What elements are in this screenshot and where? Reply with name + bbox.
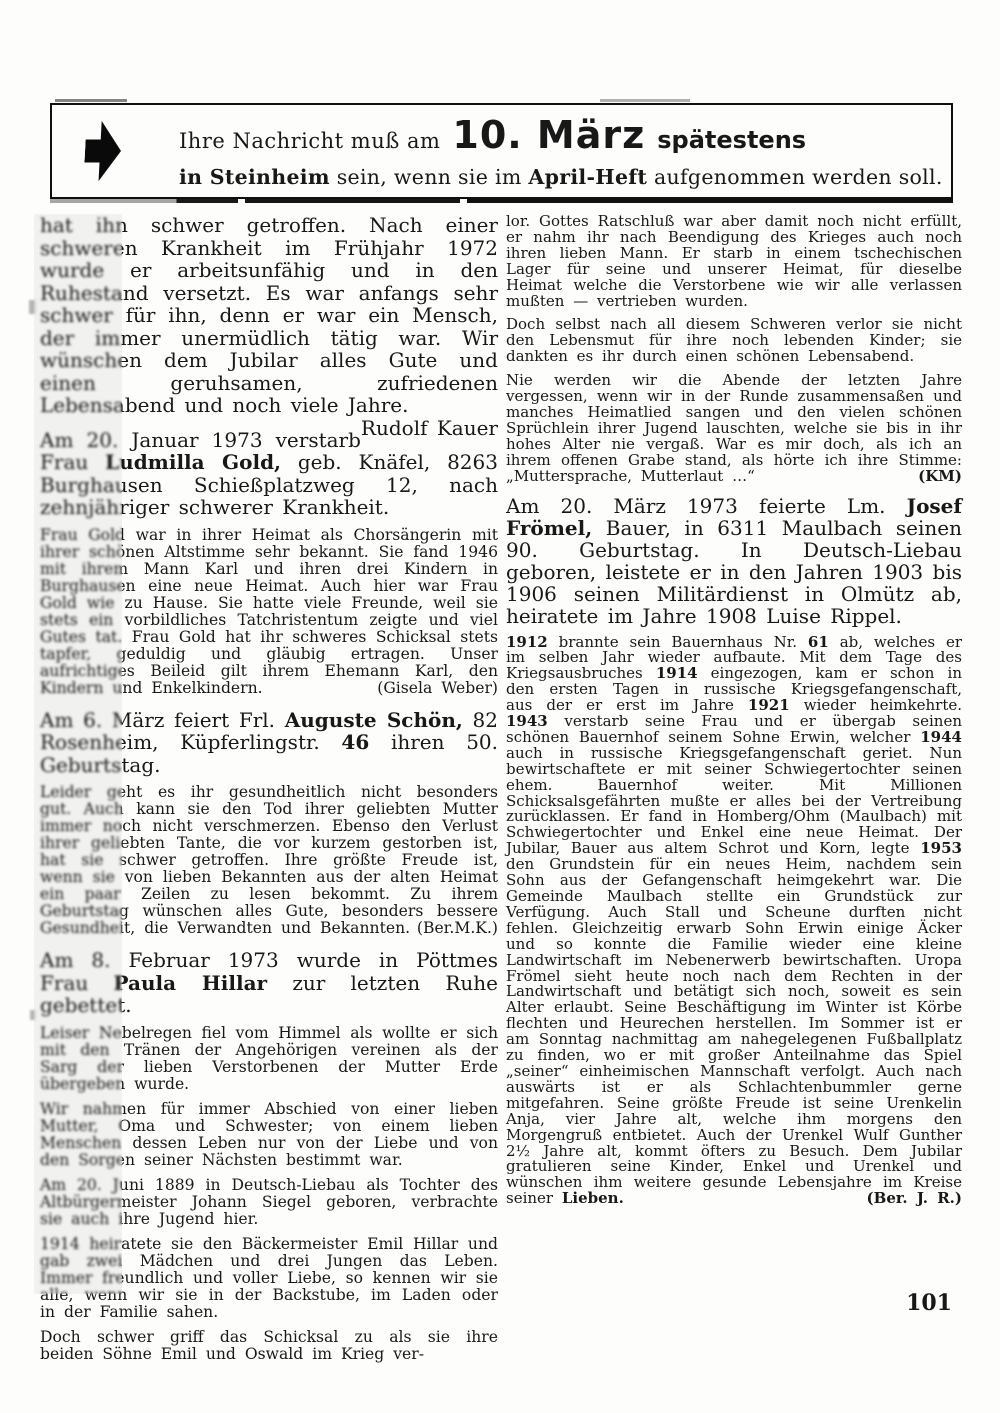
- scan-artifact-dash: [55, 99, 127, 102]
- bold-text: 1943: [506, 712, 548, 731]
- deadline-line1: [179, 113, 943, 157]
- bold-text: 46: [341, 730, 370, 754]
- text: Frau Gold war in ihrer Heimat als Chorsängerin mit ihrer schönen Altstimme sehr bekannt. Sie fand 1946 mit ihrem Mann Karl und ihren drei Kindern in Burghausen eine neue Heimat. Auch hier war Frau Gold wie zu Hause. Sie hatte viele Freunde, weil sie stets ein vorbildliches Tatchristentum zeigte und viel Gutes tat. Frau Gold hat ihr schweres Schicksal stets tapfer, geduldig und gläubig ertragen. Unser aufrichtiges Beileid gilt ihrem Ehemann Karl, den Kindern und Enkelkindern.: [40, 525, 498, 697]
- body-paragraph: [40, 1101, 498, 1169]
- entry-lead-paragraph: [40, 949, 498, 1017]
- body-paragraph: [40, 1025, 498, 1093]
- bold-text: Paula Hillar: [113, 970, 268, 995]
- scan-speck: [30, 1010, 35, 1020]
- entry-lead-paragraph: [40, 709, 498, 777]
- bold-text: April-Heft: [528, 165, 648, 189]
- text: brannte sein Bauernhaus Nr.: [547, 632, 808, 651]
- deadline-prefix: Ihre Nachricht muß am: [179, 129, 441, 153]
- body-paragraph: [506, 317, 962, 365]
- bold-text: Ludmilla Gold,: [105, 450, 282, 474]
- bold-text: 1953: [920, 839, 962, 858]
- text: Am 6. März feiert Frl.: [40, 707, 285, 732]
- text: sein, wenn sie im: [329, 165, 529, 189]
- page-number: 101: [906, 1290, 952, 1316]
- deadline-date: 10. März: [452, 113, 646, 157]
- deadline-notice-box: [50, 103, 953, 199]
- text: eingezogen, kam er schon in den ersten Tagen in russische Kriegsgefangenschaft, aus der er erst im Jahre: [506, 664, 962, 715]
- deadline-suffix: spätestens: [657, 126, 807, 154]
- text: zur letzten Ruhe gebettet.: [40, 970, 498, 1017]
- text: Am 20. März 1973 feierte Lm.: [506, 493, 907, 518]
- text: Doch schwer griff das Schicksal zu als sie ihre beiden Söhne Emil und Oswald im Krieg ver-: [40, 1327, 498, 1363]
- text: 1914 heiratete sie den Bäckermeister Emil Hillar und gab zwei Mädchen und drei Jungen das Leben. Immer freundlich und voller Liebe, so kennen wir sie alle, wenn wir sie in der Backstube, im Laden oder in der Familie sahen.: [40, 1234, 498, 1321]
- entry-lead-paragraph: [40, 213, 498, 440]
- signature: (Gisela Weber): [377, 678, 498, 697]
- text: Bauer, in 6311 Maulbach seinen 90. Geburtstag. In Deutsch-Liebau geboren, leistete er in den Jahren 1903 bis 1906 seinen Militärdienst in Olmütz ab, heiratete im Jahre 1908 Luise Rippel.: [506, 515, 962, 628]
- body-paragraph: [506, 632, 962, 1208]
- body-paragraph: [40, 1329, 498, 1363]
- bold-text: Josef Frömel,: [506, 493, 962, 540]
- text: Nie werden wir die Abende der letzten Jahre vergessen, wenn wir in der Runde zusammensaßen und manches Heimatlied sangen und den vielen schönen Sprüchlein ihrer Jugend lauschten, welche sie bis in ihr hohes Alter nie vergaß. War es mir doch, als ich an ihrem offenen Grabe stand, als hörte ich ihre Stimme: „Muttersprache, Mutterlaut …“: [506, 371, 962, 485]
- text: lor. Gottes Ratschluß war aber damit noch nicht erfüllt, er nahm ihr nach Beendigung des Krieges auch noch ihren lieben Mann. Er starb in einem tschechischen Lager für seine und unserer Heimat, für dieselbe Heimat welche die Verstorbene wie wir alle verlassen mußten — vertrieben wurden.: [506, 212, 962, 310]
- bold-text: 1921: [747, 696, 790, 715]
- signature: (Ber.M.K.): [416, 919, 498, 937]
- body-paragraph: [506, 214, 962, 309]
- text: wieder heimkehrte.: [789, 696, 962, 715]
- signature: Rudolf Kauer: [360, 415, 498, 440]
- body-paragraph: [40, 1177, 498, 1228]
- text: Leiser Nebelregen fiel vom Himmel als wollte er sich mit den Tränen der Angehörigen vereinen als der Sarg der lieben Verstorbenen der Mutter Erde übergeben wurde.: [40, 1023, 498, 1093]
- body-paragraph: [506, 373, 962, 484]
- body-paragraph: [40, 527, 498, 697]
- text: Am 20. Januar 1973 verstarb Frau: [40, 427, 361, 474]
- text: den Grundstein für ein neues Heim, nachdem sein Sohn aus der Gefangenschaft heimgekehrt war. Die Gemeinde Maulbach stellte ein Grundstück zur Verfügung. Auch Stall und Scheune durften nicht fehlen. Gleichzeitig erwarb Sohn Erwin einige Äcker und so konnte die Familie wieder eine kleine Landwirtschaft im Nebenerwerb bewirtschaften. Uropa Frömel sieht heute noch nach dem Rechten in der Landwirtschaft und betätigt sich noch, soweit es sein Alter erlaubt. Seine Beschäftigung im Winter ist Körbe flechten und Heurechen herstellen. Im Sommer ist er am Sonntag nachmittag am nahegelegenen Fußballplatz zu finden, wo er mit großer Anteilnahme das Spiel „seiner“ einheimischen Mannschaft verfolgt. Auch nach auswärts ist er als Schlachtenbummler gerne mitgefahren. Seine größte Freude ist seine Urenkelin Anja, vier Jahre alt, welche ihm morgens den Morgengruß entbietet. Auch der Urenkel Wulf Gunther 2½ Jahre alt, kommt öfters zu Besuch. Dem Jubilar gratulieren seine Kinder, Enkel und Urenkel und wünschen ihm weitere gesunde Lebensjahre im Kreise seiner: [506, 855, 962, 1208]
- text: Wir nahmen für immer Abschied von einer lieben Mutter, Oma und Schwester; von einem lieben Menschen dessen Leben nur von der Liebe und von den Sorgen seiner Nächsten bestimmt war.: [40, 1099, 498, 1169]
- text: aufgenommen werden soll.: [647, 165, 943, 189]
- entry-lead-paragraph: [40, 429, 498, 519]
- text: Leider geht es ihr gesundheitlich nicht besonders gut. Auch kann sie den Tod ihrer geliebten Mutter immer noch nicht verschmerzen. Ebenso den Verlust ihrer geliebten Tante, die vor kurzem gestorben ist, hat sie schwer getroffen. Ihre größte Freude ist, wenn sie von lieben Bekannten aus der alten Heimat ein paar Zeilen zu lesen bekommt. Zu ihrem Geburtstag wünschen alles Gute, besonders bessere Gesundheit, die Verwandten und Bekannten.: [40, 783, 498, 937]
- bold-text: in Steinheim: [179, 165, 330, 189]
- bold-text: 1914: [655, 664, 698, 683]
- scan-artifact-dash: [600, 99, 690, 102]
- text: verstarb seine Frau und er übergab seinen schönen Bauernhof seinem Sohne Erwin, welcher: [506, 712, 962, 746]
- text: Am 20. Juni 1889 in Deutsch-Liebau als Tochter des Altbürgermeister Johann Siegel geboren, verbrachte sie auch ihre Jugend hier.: [40, 1175, 498, 1228]
- entry-lead-paragraph: [506, 495, 962, 627]
- bold-text: Auguste Schön,: [284, 707, 463, 732]
- deadline-notice-text: [179, 113, 943, 189]
- text: ihren 50. Geburtstag.: [40, 730, 499, 777]
- text: ab, welches er im selben Jahr wieder aufbaute. Mit dem Tage des Kriegsausbruches: [506, 632, 962, 683]
- deadline-line2: [179, 165, 943, 189]
- bold-text: 61: [807, 632, 829, 651]
- text: hat ihn schwer getroffen. Nach einer schweren Krankheit im Frühjahr 1972 wurde er arbeitsunfähig und in den Ruhestand versetzt. Es war anfangs sehr schwer für ihn, denn er war ein Mensch, der immer unermüdlich tätig war. Wir wünschen dem Jubilar alles Gute und einen geruhsamen, zufriedenen Lebensabend und noch viele Jahre.: [40, 213, 498, 417]
- signature: (KM): [918, 466, 962, 485]
- scan-speck: [29, 300, 35, 314]
- body-paragraph: [40, 784, 498, 937]
- text: auch in russische Kriegsgefangenschaft geriet. Nun bewirtschaftete er mit seiner Schwiegertochter seinen ehem. Bauernhof weiter. Mit Millionen Schicksalsgefährten mußte er alles bei der Vertreibung zurücklassen. Er fand in Homberg/Ohm (Maulbach) mit Schwiegertochter und Enkel eine neue Heimat. Der Jubilar, Bauer aus altem Schrot und Korn, legte: [506, 743, 962, 858]
- bold-text: 1944: [920, 727, 962, 746]
- text: Am 8. Februar 1973 wurde in Pöttmes Frau: [40, 948, 498, 995]
- left-column: [40, 214, 498, 1371]
- right-arrow-icon: [83, 119, 122, 183]
- text: Doch selbst nach all diesem Schweren verlor sie nicht den Lebensmut für ihre noch lebenden Kinder; sie dankten es ihr durch einen schönen Lebensabend.: [506, 315, 962, 366]
- bold-text: Lieben.: [561, 1189, 624, 1208]
- text: geb. Knäfel, 8263 Burghausen Schießplatzweg 12, nach zehnjähriger schwerer Krankheit.: [40, 450, 498, 519]
- signature: (Ber. J. R.): [866, 1189, 962, 1208]
- bold-text: 1912: [506, 632, 548, 651]
- right-column: [506, 214, 962, 1215]
- text: 82 Rosenheim, Küpferlingstr.: [40, 707, 499, 754]
- body-paragraph: [40, 1236, 498, 1321]
- scan-artifact-line: [50, 199, 953, 203]
